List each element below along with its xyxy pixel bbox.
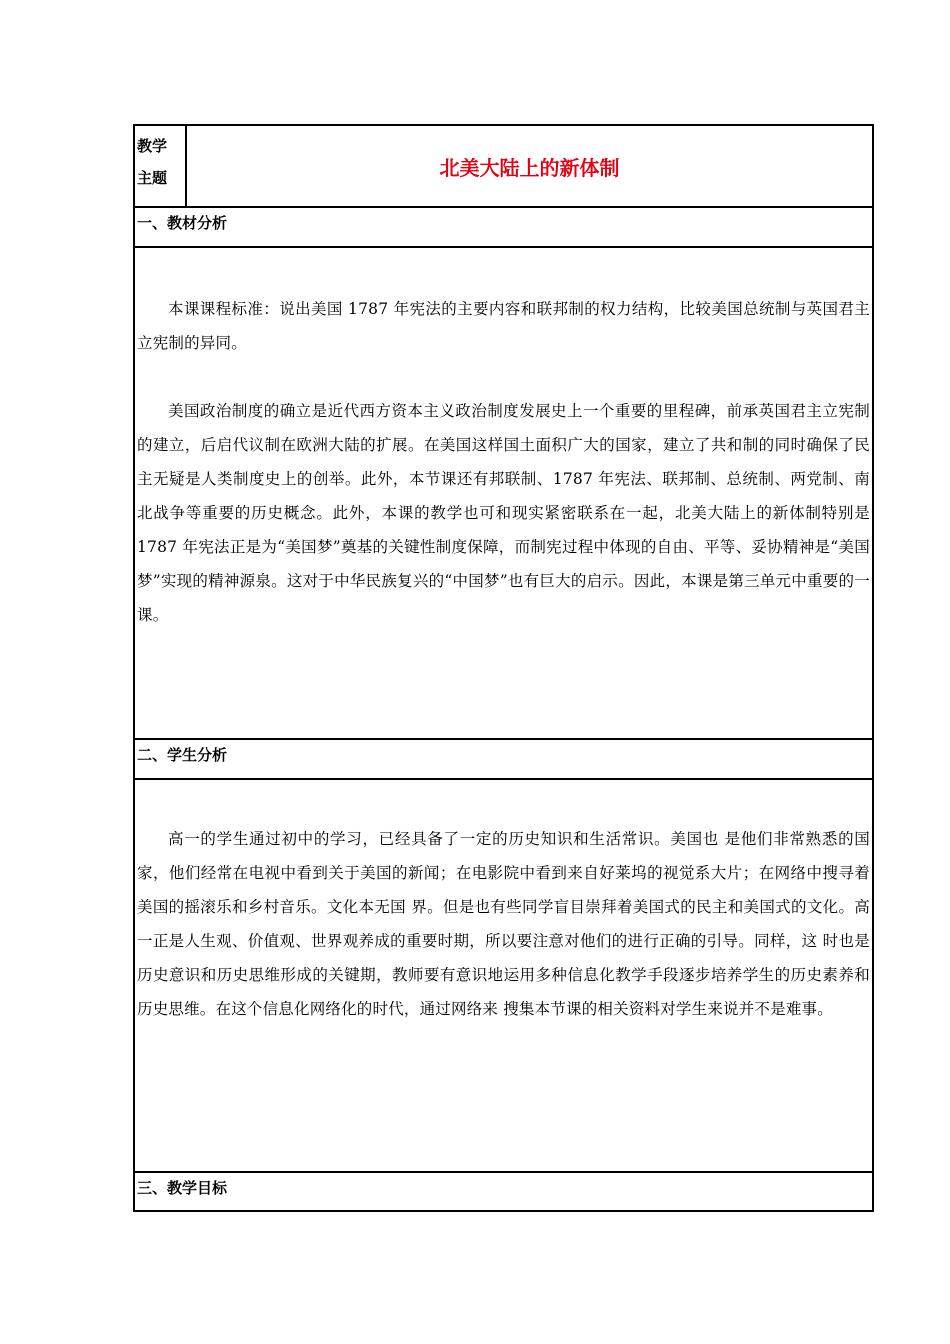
topic-label [135, 126, 187, 206]
section-heading-student-analysis: 二、学生分析 [137, 746, 228, 764]
lesson-plan-table [133, 124, 874, 1212]
topic-label-line1: 教学 [137, 137, 168, 155]
divider [135, 206, 872, 208]
student-analysis-paragraph: 高一的学生通过初中的学习，已经具备了一定的历史知识和生活常识。美国也 是他们非常熟悉的国家，他们经常在电视中看到关于美国的新闻；在电影院中看到来自好莱坞的视觉系大片；在网络中搜寻着美国的摇滚乐和乡村音乐。文化本无国 界。但是也有些同学盲目崇拜着美国式的民主和美国式的文化。高一正是人生观、价值观、世界观养成的重要时期，所以要注意对他们的进行正确的引导。同样，这 时也是历史意识和历史思维形成的关键期，教师要有意识地运用多种信息化教学手段逐步培养学生的历史素养和历史思维。在这个信息化网络化的时代，通过网络来 搜集本节课的相关资料对学生来说并不是难事。 [137, 830, 870, 1018]
divider [135, 778, 872, 780]
textbook-analysis-paragraph-1: 本课课程标准：说出美国 1787 年宪法的主要内容和联邦制的权力结构，比较美国总统制与英国君主立宪制的异同。 [137, 300, 870, 352]
section-heading-teaching-goals: 三、教学目标 [137, 1179, 228, 1197]
topic-label-line2: 主题 [137, 169, 168, 187]
divider [135, 246, 872, 248]
section-heading-textbook-analysis: 一、教材分析 [137, 214, 228, 232]
textbook-analysis-paragraph-2: 美国政治制度的确立是近代西方资本主义政治制度发展史上一个重要的里程碑，前承英国君主立宪制的建立，后启代议制在欧洲大陆的扩展。在美国这样国土面积广大的国家，建立了共和制的同时确保了民主无疑是人类制度史上的创举。此外，本节课还有邦联制、1787 年宪法、联邦制、总统制、两党制、南北战争等重要的历史概念。此外，本课的教学也可和现实紧密联系在一起，北美大陆上的新体制特别是 1787 年宪法正是为“美国梦”奠基的关键性制度保障，而制宪过程中体现的自由、平等、妥协精神是“美国梦”实现的精神源泉。这对于中华民族复兴的“中国梦”也有巨大的启示。因此，本课是第三单元中重要的一课。 [137, 402, 870, 624]
topic-row [135, 126, 872, 206]
divider [135, 1171, 872, 1173]
divider [135, 738, 872, 740]
lesson-title: 北美大陆上的新体制 [439, 155, 620, 180]
